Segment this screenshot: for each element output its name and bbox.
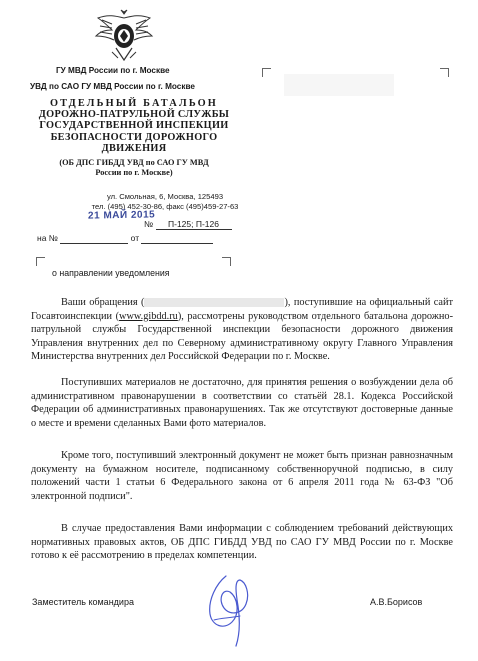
unit-name [35, 98, 233, 154]
reg-no-label: № [144, 219, 154, 229]
corner-mark [36, 257, 45, 266]
unit-name-line: ГОСУДАРСТВЕННОЙ ИНСПЕКЦИИ [39, 120, 229, 132]
paragraph-1-text: ), поступившие на официальный сайт Госавтоинспекции ( [31, 297, 453, 322]
phone-line: тел. (495) 452-30-86, факс (495)459-27-63 [91, 201, 239, 211]
paragraph-3: Кроме того, поступивший электронный документ не может быть признан равнозначным документу на бумажном носителе, подписанному собственноручной подписью, в силу положений части 1 статьи 6 Федерального закона от 6 апреля 2011 года № 63-ФЗ "Об электронной подписи". [31, 450, 453, 502]
reply-to-label: на № [37, 233, 58, 243]
paragraph-1-text: ), рассмотрены руководством отдельного батальона дорожно-патрульной службы Государственной инспекции безопасности дорожного движения Управления внутренних дел по Северному административному округу Главного Управления Министерства внутренних дел Российской Федерации по г. Москве. [31, 310, 454, 363]
reply-to-date-blank [141, 233, 213, 244]
directorate-name: УВД по САО ГУ МВД России по г. Москве [30, 82, 195, 91]
signatory-position: Заместитель командира [32, 597, 134, 607]
reply-to-from-label: от [130, 233, 140, 243]
unit-abbreviation-line: (ОБ ДПС ГИБДД УВД по САО ГУ МВД [59, 158, 209, 167]
address-block [80, 192, 250, 211]
ministry-name: ГУ МВД России по г. Москве [56, 66, 170, 75]
date-stamp: 21 МАЙ 2015 [87, 209, 156, 222]
handwritten-signature [196, 570, 266, 650]
paragraph-1 [31, 296, 453, 364]
unit-name-line: ОТДЕЛЬНЫЙ БАТАЛЬОН [49, 98, 219, 109]
unit-abbreviation-line: России по г. Москве) [95, 168, 173, 177]
reply-reference [37, 233, 213, 244]
corner-mark [440, 68, 449, 77]
registration-number [144, 219, 232, 230]
unit-abbreviation [35, 158, 233, 178]
address-line: ул. Смольная, 6, Москва, 125493 [106, 192, 224, 201]
reply-to-number-blank [60, 233, 128, 244]
corner-mark [262, 68, 271, 77]
corner-mark [222, 257, 231, 266]
paragraph-1-text: Ваши обращения ( [61, 297, 145, 308]
subject-line: о направлении уведомления [52, 268, 170, 278]
paragraph-2: Поступивших материалов не достаточно, для принятия решения о возбуждении дела об административном правонарушении в соответствии со статьёй 28.1. Кодекса Российской Федерации об административных правонарушениях. Так же отсутствуют достоверные данные о месте и времени сделанных Вами фото материалов. [31, 377, 453, 429]
mvd-emblem-icon [90, 8, 158, 64]
reg-no-value: П-125; П-126 [156, 219, 232, 230]
redacted-recipient [284, 74, 394, 96]
redacted-request-numbers [144, 298, 284, 307]
gibdd-link[interactable]: www.gibdd.ru [119, 310, 178, 322]
signatory-name: А.В.Борисов [370, 597, 423, 607]
unit-name-line: ДОРОЖНО-ПАТРУЛЬНОЙ СЛУЖБЫ [38, 109, 230, 121]
paragraph-4: В случае предоставления Вами информации с соблюдением требований действующих нормативных правовых актов, ОБ ДПС ГИБДД УВД по САО ГУ МВД России по г. Москве готово к её рассмотрению в пределах компетенции. [31, 523, 453, 562]
unit-name-line: ДВИЖЕНИЯ [101, 142, 167, 154]
unit-name-line: БЕЗОПАСНОСТИ ДОРОЖНОГО [50, 131, 218, 143]
